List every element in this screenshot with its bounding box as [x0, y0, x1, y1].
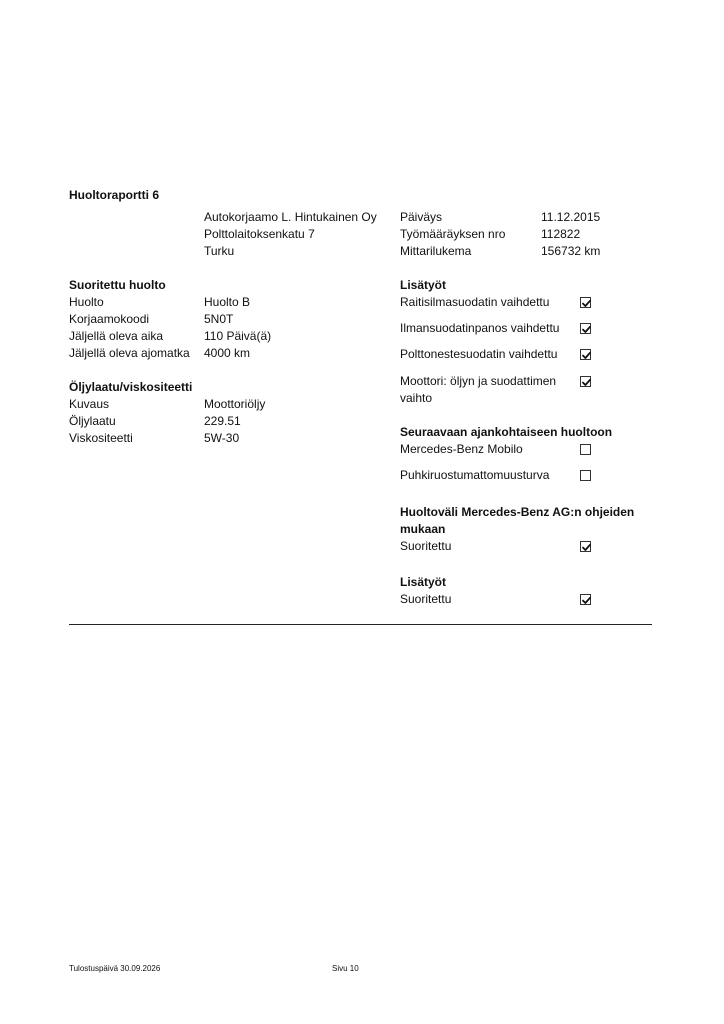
next-service-heading: Seuraavaan ajankohtaiseen huoltoon — [400, 425, 613, 439]
service-value: 5N0T — [204, 312, 234, 326]
checkbox-checked-icon[interactable] — [580, 376, 591, 387]
interval-item-label: Suoritettu — [400, 539, 452, 553]
checkbox-checked-icon[interactable] — [580, 349, 591, 360]
meta-value-order: 112822 — [541, 227, 581, 241]
extra-work-heading: Lisätyöt — [400, 278, 447, 292]
checkbox-checked-icon[interactable] — [580, 297, 591, 308]
workshop-city: Turku — [204, 244, 235, 258]
interval-heading: Huoltoväli Mercedes-Benz AG:n ohjeiden — [400, 505, 635, 519]
extra-work-2-heading: Lisätyöt — [400, 575, 447, 589]
oil-label: Viskositeetti — [69, 431, 133, 445]
print-date: Tulostuspäivä 30.09.2026 — [69, 964, 161, 973]
meta-label-odometer: Mittarilukema — [400, 244, 472, 258]
report-title: Huoltoraportti 6 — [69, 188, 159, 202]
oil-label: Öljylaatu — [69, 414, 116, 428]
service-value: 110 Päivä(ä) — [204, 329, 272, 343]
extra-work-item-label: vaihto — [400, 391, 433, 405]
extra-work-item-label: Polttonestesuodatin vaihdettu — [400, 347, 558, 361]
oil-heading: Öljylaatu/viskositeetti — [69, 380, 193, 394]
page-number: Sivu 10 — [332, 964, 359, 973]
next-service-item-label: Puhkiruostumattomuusturva — [400, 468, 550, 482]
interval-heading: mukaan — [400, 522, 446, 536]
oil-value: 5W-30 — [204, 431, 240, 445]
extra-work-item-label: Moottori: öljyn ja suodattimen — [400, 374, 557, 388]
oil-value: Moottoriöljy — [204, 397, 266, 411]
workshop-street: Polttolaitoksenkatu 7 — [204, 227, 315, 241]
oil-value: 229.51 — [204, 414, 241, 428]
checkbox-checked-icon[interactable] — [580, 541, 591, 552]
service-heading: Suoritettu huolto — [69, 278, 166, 292]
checkbox-empty-icon[interactable] — [580, 444, 591, 455]
divider — [69, 624, 652, 625]
service-label: Korjaamokoodi — [69, 312, 150, 326]
meta-value-date: 11.12.2015 — [541, 210, 601, 224]
checkbox-checked-icon[interactable] — [580, 323, 591, 334]
meta-label-order: Työmääräyksen nro — [400, 227, 506, 241]
service-label: Jäljellä oleva aika — [69, 329, 164, 343]
checkbox-empty-icon[interactable] — [580, 470, 591, 481]
extra-work-item-label: Ilmansuodatinpanos vaihdettu — [400, 321, 560, 335]
meta-label-date: Päiväys — [400, 210, 443, 224]
meta-value-odometer: 156732 km — [541, 244, 601, 258]
service-value: 4000 km — [204, 346, 251, 360]
service-label: Huolto — [69, 295, 104, 309]
workshop-name: Autokorjaamo L. Hintukainen Oy — [204, 210, 377, 224]
extra-work-item-label: Raitisilmasuodatin vaihdettu — [400, 295, 550, 309]
extra-work-2-item-label: Suoritettu — [400, 592, 452, 606]
oil-label: Kuvaus — [69, 397, 110, 411]
service-value: Huolto B — [204, 295, 251, 309]
checkbox-checked-icon[interactable] — [580, 594, 591, 605]
next-service-item-label: Mercedes-Benz Mobilo — [400, 442, 523, 456]
service-label: Jäljellä oleva ajomatka — [69, 346, 190, 360]
